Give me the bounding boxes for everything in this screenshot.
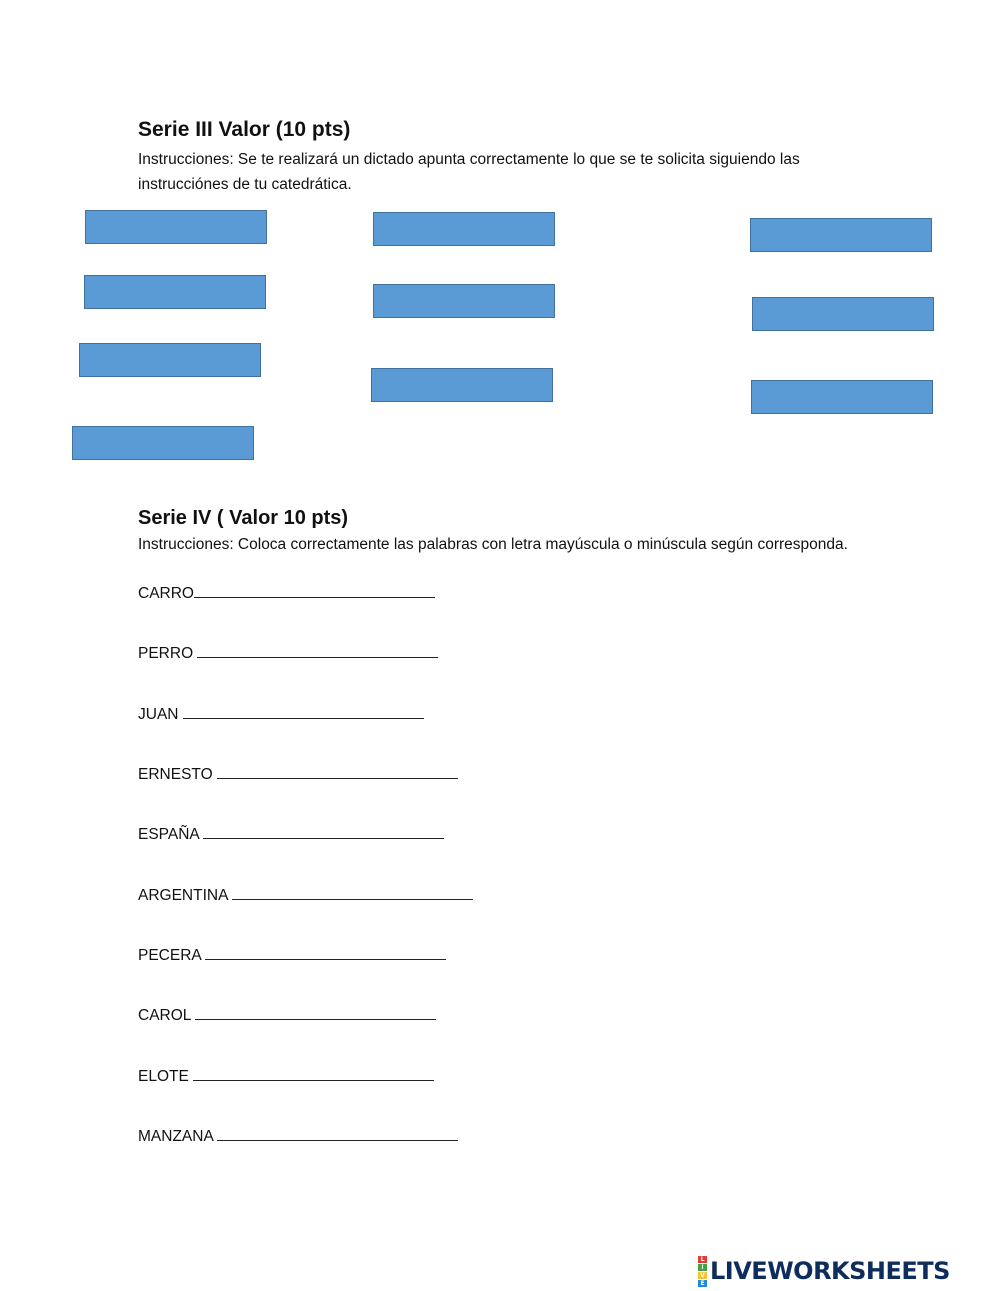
word-label: ERNESTO — [138, 766, 213, 783]
serie-3-instructions: Instrucciones: Se te realizará un dictado apunta correctamente lo que se te solicita siguiendo las instrucciónes de tu catedrática. — [138, 151, 800, 193]
serie-4-instructions: Instrucciones: Coloca correctamente las palabras con letra mayúscula o minúscula según corresponda. — [138, 536, 848, 553]
liveworksheets-logo — [698, 1256, 950, 1286]
logo-mark-letter: E — [698, 1280, 707, 1287]
serie-3-title: Serie III Valor (10 pts) — [138, 118, 351, 141]
word-label: CAROL — [138, 1007, 191, 1024]
word-item — [138, 582, 435, 604]
answer-box-3[interactable] — [79, 343, 261, 377]
answer-blank[interactable] — [183, 703, 424, 719]
answer-box-6[interactable] — [373, 284, 555, 318]
word-item — [138, 944, 446, 966]
answer-blank[interactable] — [193, 1065, 434, 1081]
word-item — [138, 1125, 458, 1147]
logo-mark-letter: I — [698, 1264, 707, 1271]
word-label: MANZANA — [138, 1128, 213, 1145]
answer-blank[interactable] — [197, 642, 438, 658]
answer-box-9[interactable] — [752, 297, 934, 331]
answer-blank[interactable] — [217, 1125, 458, 1141]
word-label: CARRO — [138, 585, 194, 602]
word-item — [138, 1065, 434, 1087]
word-label: ARGENTINA — [138, 887, 228, 904]
logo-mark-letter: L — [698, 1256, 707, 1263]
word-item — [138, 703, 424, 725]
word-label: JUAN — [138, 706, 179, 723]
word-label: PERRO — [138, 645, 194, 662]
logo-text: LIVEWORKSHEETS — [710, 1257, 950, 1285]
answer-blank[interactable] — [205, 944, 446, 960]
answer-box-8[interactable] — [750, 218, 932, 252]
word-label: ELOTE — [138, 1068, 189, 1085]
logo-mark-icon — [698, 1256, 707, 1287]
word-label: ESPAÑA — [138, 826, 199, 843]
answer-box-1[interactable] — [85, 210, 267, 244]
word-label: PECERA — [138, 947, 201, 964]
word-item — [138, 823, 444, 845]
word-item — [138, 763, 458, 785]
answer-box-5[interactable] — [373, 212, 555, 246]
word-item — [138, 1004, 436, 1026]
answer-box-10[interactable] — [751, 380, 933, 414]
word-item — [138, 642, 438, 664]
serie-4-title: Serie IV ( Valor 10 pts) — [138, 507, 349, 529]
answer-box-7[interactable] — [371, 368, 553, 402]
answer-blank[interactable] — [232, 884, 473, 900]
answer-blank[interactable] — [203, 823, 444, 839]
answer-blank[interactable] — [217, 763, 458, 779]
answer-blank[interactable] — [194, 582, 435, 598]
answer-box-4[interactable] — [72, 426, 254, 460]
answer-box-2[interactable] — [84, 275, 266, 309]
word-item — [138, 884, 473, 906]
answer-blank[interactable] — [195, 1004, 436, 1020]
logo-mark-letter: V — [698, 1272, 707, 1279]
